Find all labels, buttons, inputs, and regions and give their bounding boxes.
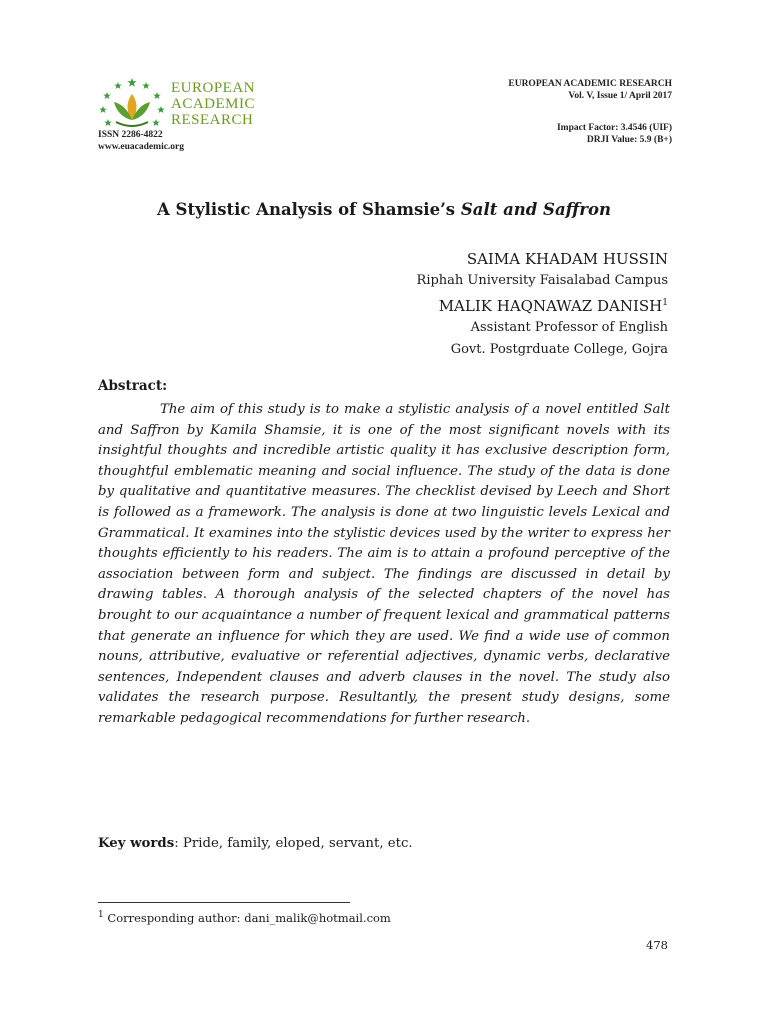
keywords: [98, 836, 413, 851]
author-2-affiliation-title: Assistant Professor of English: [470, 320, 668, 335]
issn-block: [98, 129, 184, 153]
impact-info: [557, 122, 672, 146]
abstract-text: The aim of this study is to make a stylistic analysis of a novel entitled Salt and Saffron by Kamila Shamsie, it is one of the most significant novels with its insightful thoughts and incredible artistic quality it has exclusive description form, thoughtful emblematic meaning and social influence. The study of the data is done by qualitative and quantitative measures. The checklist devised by Leech and Short is followed as a framework. The analysis is done at two linguistic levels Lexical and Grammatical. It examines into the stylistic devices used by the writer to express her thoughts efficiently to his readers. The aim is to attain a profound perceptive of the association between form and subject. The findings are discussed in detail by drawing tables. A thorough analysis of the selected chapters of the novel has brought to our acquaintance a number of frequent lexical and grammatical patterns that generate an influence for which they are used. We find a wide use of common nouns, attributive, evaluative or referential adjectives, dynamic verbs, declarative sentences, Independent clauses and adverb clauses in the novel. The study also validates the research purpose. Resultantly, the present study designs, some remarkable pedagogical recommendations for further research.: [98, 402, 670, 726]
issn-number: ISSN 2286-4822: [98, 130, 163, 140]
footnote-mark: 1: [98, 910, 104, 920]
logo-line-1: EUROPEAN: [171, 80, 256, 96]
footnote-divider: [98, 902, 350, 903]
footnote-text: Corresponding author: dani_malik@hotmail.com: [103, 910, 391, 925]
author-1-affiliation: Riphah University Faisalabad Campus: [416, 273, 668, 288]
author-2-footnote-mark: 1: [662, 298, 668, 308]
logo-line-3: RESEARCH: [171, 112, 254, 128]
abstract-heading: Abstract:: [98, 378, 168, 394]
keywords-label: Key words: [98, 836, 175, 851]
author-2-name-text: MALIK HAQNAWAZ DANISH: [438, 297, 663, 315]
title-italic: Salt and Saffron: [460, 200, 612, 219]
journal-name: EUROPEAN ACADEMIC RESEARCH: [508, 79, 672, 89]
website-url: www.euacademic.org: [98, 142, 185, 152]
authors-block: [417, 248, 668, 361]
author-2-name: [417, 292, 668, 317]
logo-line-2: ACADEMIC: [171, 96, 256, 112]
logo-emblem-icon: [96, 74, 168, 134]
title-main: A Stylistic Analysis of Shamsie’s: [156, 200, 461, 219]
journal-info: [508, 78, 672, 102]
page-number: 478: [646, 938, 668, 952]
footnote: [98, 910, 391, 925]
journal-volume: Vol. V, Issue 1/ April 2017: [568, 91, 672, 101]
keywords-value: : Pride, family, eloped, servant, etc.: [174, 836, 413, 851]
author-1-name: SAIMA KHADAM HUSSIN: [466, 250, 668, 268]
drji-value: DRJI Value: 5.9 (B+): [586, 135, 672, 145]
paper-title: [0, 200, 768, 219]
impact-factor: Impact Factor: 3.4546 (UIF): [556, 123, 672, 133]
logo-wordmark: [171, 80, 255, 128]
author-2-affiliation-college: Govt. Postgrduate College, Gojra: [450, 342, 668, 357]
journal-logo: [96, 74, 266, 134]
